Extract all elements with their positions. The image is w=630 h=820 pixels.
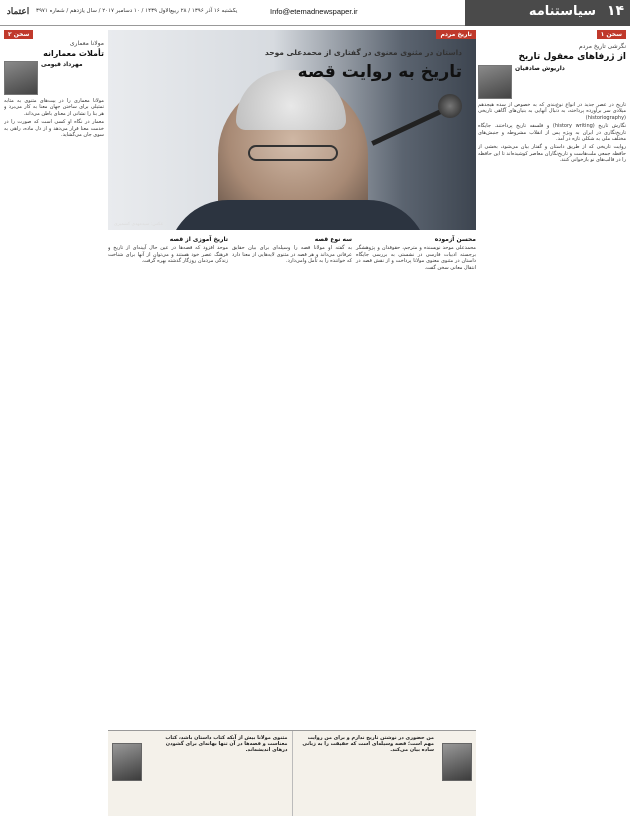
- column-text: به گفته او مولانا قصه را وسیله‌ای برای بیان حقایق عرفانی می‌داند و هر قصه در مثنوی لایه‌هایی از معنا دارد که خواننده را به تأمل وامی‌دارد.: [232, 245, 352, 265]
- paragraph: روایت تاریخی که از طریق داستان و گفتار بیان می‌شود، بخشی از حافظه جمعی ملت‌هاست و تاریخ‌نگاران معاصر کوشیده‌اند تا این حافظه را در قالب‌های نو بازخوانی کنند.: [478, 144, 626, 164]
- pull-quote: [108, 731, 292, 816]
- newspaper-logo: اعتماد: [6, 7, 30, 17]
- author-box: [4, 61, 104, 95]
- paragraph: مولانا معماری را در بیت‌های مثنوی به مثابه تمثیلی برای ساختن جهان معنا به کار می‌برد و هر بنا را نشانی از معنای باطن می‌داند.: [4, 98, 104, 117]
- column-subhead: محسن آزموده: [434, 236, 476, 243]
- quote-photo: [112, 743, 142, 781]
- quote-text: مثنوی مولانا بیش از آنکه کتاب داستان باشد، کتاب معناست و قصه‌ها در آن تنها بهانه‌ای برای گشودن درهای اندیشه‌اند.: [165, 735, 288, 754]
- hero-photo: [108, 30, 476, 230]
- page-number: ۱۴: [606, 3, 624, 19]
- left-column: [4, 30, 104, 816]
- page-header: [0, 0, 630, 26]
- column-subhead: سه نوع قصه: [314, 236, 352, 243]
- article-column: [108, 234, 228, 271]
- quote-text: من حضوری در نوشتن تاریخ ندارم و برای من روایت مهم است؛ قصه وسیله‌ای است که حقیقت را به زبانی ساده بیان می‌کند.: [302, 735, 434, 754]
- column-text: موحد افزود که قصه‌ها در عین حال آیینه‌ای از تاریخ و فرهنگ عصر خود هستند و می‌توان از آنها برای شناخت زندگی مردمان روزگار گذشته بهره گرفت.: [108, 245, 228, 265]
- author-name: داریوش صادقیان: [515, 65, 565, 72]
- hero-title: تاریخ به روایت قصه: [297, 62, 462, 82]
- paragraph: معمار در نگاه او کسی است که صورت را در خدمت معنا قرار می‌دهد و از دل ماده، راهی به سوی جان می‌گشاید.: [4, 119, 104, 139]
- portrait-body: [168, 200, 428, 230]
- article-kicker: نگرشی تاریخ مردم: [579, 43, 626, 50]
- author-photo: [4, 61, 38, 95]
- author-name: مهرداد قیومی: [41, 61, 83, 68]
- author-photo: [478, 65, 512, 99]
- column-tag: سخن ۱: [597, 30, 626, 39]
- article-tag: تاریخ مردم: [436, 30, 476, 39]
- portrait-glasses: [248, 145, 338, 161]
- paragraph: نگارش تاریخ (history writing) و فلسفه تاریخ پرداختند. جایگاه تاریخ‌نگاری در ایران به ویژه پس از انقلاب مشروطه و جنبش‌های مختلف ملی به شکلی تازه در آمد.: [478, 123, 626, 143]
- section-title: سیاستنامه: [528, 4, 596, 19]
- article-column: [232, 234, 352, 271]
- microphone-icon: [438, 94, 462, 118]
- right-column: [478, 30, 626, 816]
- article-body: [4, 98, 104, 138]
- column-subhead: تاریخ آموزی از قصه: [169, 236, 228, 243]
- column-text: محمدعلی موحد نویسنده و مترجم، حقوقدان و پژوهشگر برجسته ادبیات فارسی در نشستی به بررسی جایگاه داستان در مثنوی معنوی مولانا پرداخت و از نقش قصه در انتقال معانی سخن گفت.: [356, 245, 476, 271]
- paragraph: تاریخ در عصر جدید در انواع نوع‌بندی که به خصوص از سده هیجدهم میلادی سر برآورده پرداخته، به دنبال آنهایی به بنیان‌های آگاهی تاریخی (historiography): [478, 102, 626, 121]
- main-article: [108, 30, 476, 816]
- article-body: [478, 102, 626, 164]
- pull-quote: [293, 731, 477, 816]
- section-banner: [465, 0, 630, 26]
- issue-dateline: یکشنبه ۱۶ آذر ۱۳۹۶ / ۲۸ ربیع‌الاول ۱۴۳۹ / ۱۰ دسامبر ۲۰۱۷ / سال یازدهم / شماره ۳۹۷۱: [36, 8, 238, 14]
- column-tag: سخن ۲: [4, 30, 33, 39]
- contact-email[interactable]: Info@etemadnewspaper.ir: [270, 7, 358, 16]
- quote-photo: [442, 743, 472, 781]
- article-kicker: مولانا معماری: [69, 40, 104, 47]
- photo-credit: عکس: سیدمهدی کشمیری: [114, 222, 164, 227]
- article-headline: تأملات معمارانه: [43, 49, 104, 58]
- pull-quotes: [108, 730, 476, 816]
- article-column: [356, 234, 476, 271]
- article-headline: از ژرفاهای معقول تاریخ: [518, 52, 626, 62]
- author-box: [478, 65, 626, 99]
- hero-supertitle: داستان در مثنوی معنوی در گفتاری از محمدعلی موحد: [264, 48, 462, 57]
- article-columns: [108, 234, 476, 271]
